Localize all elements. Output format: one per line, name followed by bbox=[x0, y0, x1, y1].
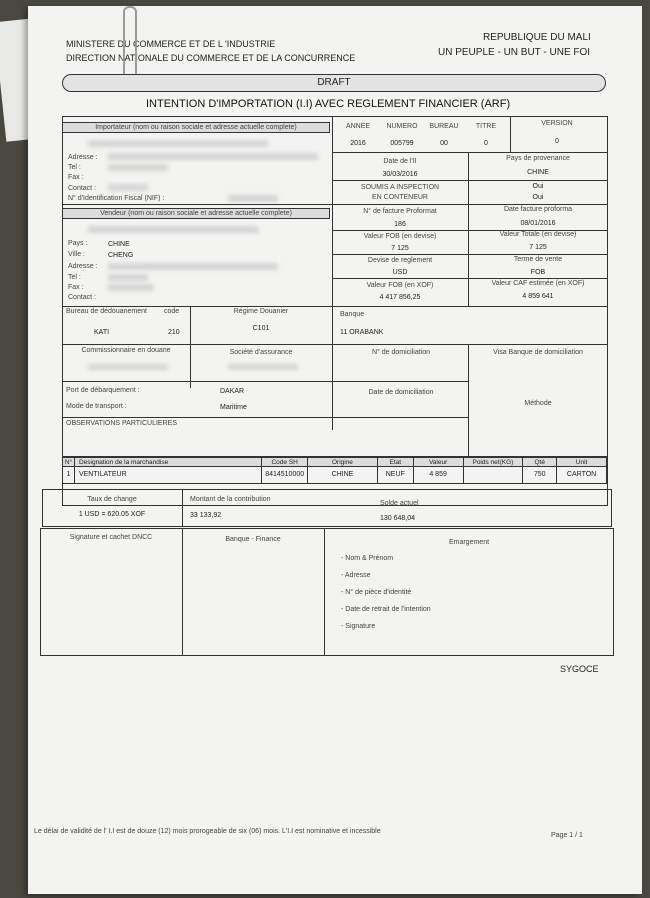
emargement-item: - N° de pièce d'identité bbox=[341, 589, 412, 596]
pays-provenance-label: Pays de provenance bbox=[506, 155, 570, 162]
taux-value: 1 USD = 620.05 XOF bbox=[78, 511, 146, 518]
bureau-code-label: code bbox=[164, 308, 180, 315]
redacted-vendor-name bbox=[88, 226, 258, 233]
vendor-pays-value: CHINE bbox=[108, 241, 130, 248]
goods-header-cell: Poids net(KG) bbox=[464, 458, 524, 466]
motto-label: UN PEUPLE - UN BUT - UNE FOI bbox=[438, 47, 591, 58]
importer-nif-label: N° d'Identification Fiscal (NIF) : bbox=[68, 195, 165, 202]
solde-value: 130 648,04 bbox=[380, 515, 416, 522]
goods-cell: 1 bbox=[63, 467, 75, 483]
emargement-item: - Nom & Prénom bbox=[341, 555, 394, 562]
taux-label: Taux de change bbox=[87, 496, 137, 503]
goods-header-cell: Origine bbox=[308, 458, 378, 466]
banque-label: Banque bbox=[340, 311, 365, 318]
fob-xof-label: Valeur FOB (en XOF) bbox=[366, 282, 434, 289]
inspection-label: SOUMIS A INSPECTION bbox=[360, 184, 440, 191]
redacted-vendor-tel bbox=[108, 274, 148, 281]
caf-xof-label: Valeur CAF estimée (en XOF) bbox=[491, 280, 585, 287]
assurance-label: Société d'assurance bbox=[229, 349, 293, 356]
emargement-label: Emargement bbox=[448, 539, 490, 546]
importer-tel-label: Tel : bbox=[68, 164, 81, 171]
goods-cell: 8414510000 bbox=[262, 467, 308, 483]
sygoce-label: SYGOCE bbox=[560, 664, 599, 674]
caf-xof-value: 4 859 641 bbox=[522, 293, 554, 300]
redacted-importer-tel bbox=[108, 164, 168, 171]
bureau-value: 00 bbox=[440, 140, 448, 147]
observations-label: OBSERVATIONS PARTICULIERES bbox=[66, 420, 177, 427]
goods-header-row bbox=[62, 457, 608, 467]
importer-header bbox=[62, 122, 330, 133]
importer-contact-label: Contact : bbox=[68, 185, 97, 192]
transport-value: Maritime bbox=[220, 404, 247, 411]
methode-label: Méthode bbox=[524, 400, 552, 407]
devise-label: Devise de reglement bbox=[367, 257, 433, 264]
draft-banner bbox=[62, 74, 606, 92]
facture-date-value: 08/01/2016 bbox=[520, 220, 556, 227]
vendor-contact-label: Contact : bbox=[68, 294, 97, 301]
facture-num-value: 186 bbox=[394, 221, 406, 228]
redacted-importer-contact bbox=[108, 184, 148, 191]
devise-value: USD bbox=[392, 269, 408, 276]
titre-label: TITRE bbox=[475, 123, 497, 130]
version-label: VERSION bbox=[541, 120, 573, 127]
bureau-label: BUREAU bbox=[429, 123, 459, 130]
domiciliation-date-label: Date de domiciliation bbox=[368, 389, 434, 396]
goods-cell: 750 bbox=[523, 467, 557, 483]
annee-value: 2016 bbox=[350, 140, 366, 147]
bureau-dedouanement-label: Bureau de dédouanement bbox=[66, 308, 147, 315]
fob-devise-label: Valeur FOB (en devise) bbox=[363, 233, 437, 240]
ministry-line-2: DIRECTION NATIONALE DU COMMERCE ET DE LA CONCURRENCE bbox=[66, 53, 356, 63]
fob-devise-value: 7 125 bbox=[391, 245, 409, 252]
vendor-header-text: Vendeur (nom ou raison sociale et adresse actuelle complete) bbox=[100, 210, 292, 217]
bureau-code-value: 210 bbox=[168, 329, 180, 336]
redacted-commissionnaire bbox=[88, 364, 168, 370]
goods-cell: VENTILATEUR bbox=[75, 467, 262, 483]
footer-note: Le délai de validité de l' I.I est de douze (12) mois prorogeable de six (06) mois. L'I.I est nominative et incessible bbox=[34, 828, 381, 835]
vendor-fax-label: Fax : bbox=[68, 284, 84, 291]
numero-value: 005799 bbox=[390, 140, 414, 147]
goods-header-cell: Unit bbox=[557, 458, 607, 466]
date-ii-label: Date de l'II bbox=[383, 158, 417, 165]
emargement-item: - Date de retrait de l'intention bbox=[341, 606, 431, 613]
vendor-adresse-label: Adresse : bbox=[68, 263, 98, 270]
contribution-label: Montant de la contribution bbox=[190, 496, 271, 503]
redacted-importer-name bbox=[88, 140, 268, 147]
version-value: 0 bbox=[555, 138, 559, 145]
titre-value: 0 bbox=[484, 140, 488, 147]
vendor-ville-value: CHENG bbox=[108, 252, 134, 259]
pays-provenance-value: CHINE bbox=[527, 169, 549, 176]
signature-frame bbox=[40, 528, 614, 656]
financial-frame bbox=[42, 489, 612, 527]
republic-label: REPUBLIQUE DU MALI bbox=[483, 32, 591, 43]
vendor-pays-label: Pays : bbox=[68, 240, 88, 247]
total-devise-label: Valeur Totale (en devise) bbox=[499, 231, 577, 238]
form-title: INTENTION D'IMPORTATION (I.I) AVEC REGLEMENT FINANCIER (ARF) bbox=[146, 98, 511, 110]
conteneur-value: Oui bbox=[532, 194, 544, 201]
goods-cell bbox=[464, 467, 524, 483]
goods-cell: 4 859 bbox=[414, 467, 464, 483]
total-devise-value: 7 125 bbox=[529, 244, 547, 251]
solde-label: Solde actuel bbox=[380, 500, 419, 507]
domiciliation-num-label: N° de domiciliation bbox=[371, 349, 431, 356]
importer-header-text: Importateur (nom ou raison sociale et adresse actuelle complete) bbox=[95, 124, 297, 131]
inspection-value: Oui bbox=[532, 183, 544, 190]
emargement-item: - Adresse bbox=[341, 572, 371, 579]
goods-table bbox=[62, 457, 608, 489]
page-number: Page 1 / 1 bbox=[551, 832, 583, 839]
transport-label: Mode de transport : bbox=[66, 403, 127, 410]
conteneur-label: EN CONTENEUR bbox=[371, 194, 428, 201]
regime-label: Régime Douanier bbox=[233, 308, 289, 315]
visa-banque-label: Visa Banque de domiciliation bbox=[493, 349, 583, 356]
goods-header-cell: Designation de la marchandise bbox=[75, 458, 262, 466]
document-page bbox=[28, 6, 642, 894]
goods-header-cell: Valeur bbox=[414, 458, 464, 466]
importer-fax-label: Fax : bbox=[68, 174, 84, 181]
redacted-vendor-fax bbox=[108, 284, 154, 291]
goods-header-cell: N° bbox=[63, 458, 75, 466]
emargement-item: - Signature bbox=[341, 623, 376, 630]
commissionnaire-label: Commissionnaire en douane bbox=[81, 347, 171, 354]
importer-adresse-label: Adresse : bbox=[68, 154, 98, 161]
goods-header-cell: Etat bbox=[378, 458, 414, 466]
terme-label: Terme de vente bbox=[513, 256, 563, 263]
bureau-dedouanement-value: KATI bbox=[94, 329, 110, 336]
ministry-line-1: MINISTERE DU COMMERCE ET DE L 'INDUSTRIE bbox=[66, 39, 276, 49]
annee-label: ANNEE bbox=[345, 123, 371, 130]
paper-clip bbox=[123, 6, 137, 84]
redacted-assurance bbox=[228, 364, 298, 370]
fob-xof-value: 4 417 856,25 bbox=[379, 294, 421, 301]
signature-label: Signature et cachet DNCC bbox=[69, 534, 153, 541]
port-value: DAKAR bbox=[220, 388, 245, 395]
goods-cell: NEUF bbox=[378, 467, 414, 483]
draft-label: DRAFT bbox=[317, 77, 351, 88]
facture-num-label: N° de facture Proformat bbox=[363, 208, 437, 215]
banque-finance-label: Banque - Finance bbox=[225, 536, 281, 543]
vendor-header bbox=[62, 208, 330, 219]
terme-value: FOB bbox=[530, 269, 546, 276]
goods-header-cell: Code SH bbox=[262, 458, 308, 466]
goods-header-cell: Qté bbox=[523, 458, 557, 466]
numero-label: NUMERO bbox=[386, 123, 418, 130]
regime-value: C101 bbox=[252, 325, 270, 332]
port-label: Port de débarquement : bbox=[66, 387, 140, 394]
goods-cell: CHINE bbox=[308, 467, 378, 483]
redacted-importer-address bbox=[108, 153, 318, 160]
facture-date-label: Date facture proforma bbox=[503, 206, 573, 213]
redacted-importer-nif bbox=[228, 195, 278, 202]
goods-cell: CARTON bbox=[557, 467, 607, 483]
vendor-tel-label: Tel : bbox=[68, 274, 81, 281]
goods-row bbox=[62, 467, 608, 484]
banque-value: 11 ORABANK bbox=[340, 329, 384, 336]
contribution-value: 33 133,92 bbox=[190, 512, 222, 519]
vendor-ville-label: Ville : bbox=[68, 251, 85, 258]
date-ii-value: 30/03/2016 bbox=[382, 171, 418, 178]
redacted-vendor-address bbox=[108, 263, 278, 270]
